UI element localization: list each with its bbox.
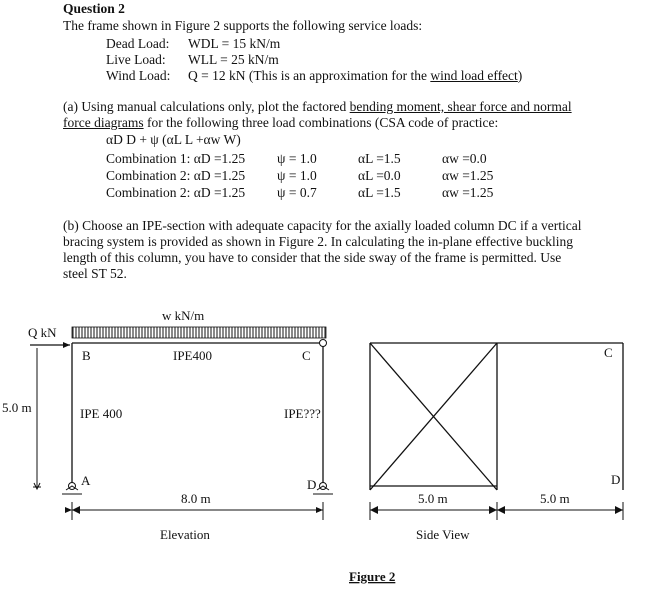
distributed-load-label: w kN/m (162, 308, 205, 323)
side-node-c-label: C (604, 345, 613, 360)
part-b-line3: length of this column, you have to consider that the side sway of the frame is permitted. Use (63, 250, 562, 265)
part-b-line4: steel ST 52. (63, 266, 127, 281)
combo-1-psi: ψ = 1.0 (277, 151, 317, 166)
combination-formula: αD D + ψ (αL L +αw W) (106, 132, 241, 147)
distributed-load-band (72, 327, 326, 338)
combo-1-alpha-w: αw =0.0 (442, 151, 487, 166)
part-a-line1-pre: (a) Using manual calculations only, plot the factored (63, 99, 350, 114)
combo-2-name: Combination 2: αD =1.25 (106, 168, 246, 183)
left-column-section-label: IPE 400 (80, 406, 123, 421)
side-node-d-label: D (611, 472, 621, 487)
wind-load-value-pre: Q = 12 kN (This is an approximation for the (188, 68, 431, 83)
side-span-1-label: 5.0 m (418, 491, 448, 506)
right-column-section-label: IPE??? (284, 406, 321, 421)
side-arrow-4 (615, 506, 623, 514)
part-a-line1-underlined: bending moment, shear force and normal (349, 99, 572, 114)
part-b-line1: (b) Choose an IPE-section with adequate capacity for the axially loaded column DC if a vertical (63, 218, 582, 233)
figure-caption: Figure 2 (349, 569, 396, 584)
node-c-label: C (302, 348, 311, 363)
combo-2-psi: ψ = 1.0 (277, 168, 317, 183)
span-label: 8.0 m (181, 491, 211, 506)
span-arrow-left (72, 506, 80, 514)
dead-load-value: WDL = 15 kN/m (188, 36, 281, 51)
side-span-2-label: 5.0 m (540, 491, 570, 506)
part-a-line2-underlined: force diagrams (63, 115, 144, 130)
live-load-label: Live Load: (106, 52, 166, 67)
live-load-value: WLL = 25 kN/m (188, 52, 279, 67)
side-view-caption: Side View (416, 527, 470, 542)
height-label: 5.0 m (2, 400, 32, 415)
combo-3-alpha-w: αw =1.25 (442, 185, 494, 200)
combo-2-alpha-l: αL =0.0 (358, 168, 401, 183)
part-a-line2-post: for the following three load combinations (CSA code of practice: (143, 115, 499, 130)
combo-3-psi: ψ = 0.7 (277, 185, 317, 200)
elevation-caption: Elevation (160, 527, 210, 542)
side-arrow-2 (489, 506, 497, 514)
combo-1-alpha-l: αL =1.5 (358, 151, 401, 166)
combo-3-name: Combination 2: αD =1.25 (106, 185, 246, 200)
node-a-label: A (81, 473, 91, 488)
combo-2-alpha-w: αw =1.25 (442, 168, 494, 183)
combo-1-name: Combination 1: αD =1.25 (106, 151, 246, 166)
node-d-label: D (307, 477, 317, 492)
wind-load-value-post: ) (517, 68, 523, 83)
side-arrow-1 (370, 506, 378, 514)
combo-3-alpha-l: αL =1.5 (358, 185, 401, 200)
wind-load-label: Wind Load: (106, 68, 171, 83)
side-arrow-3 (497, 506, 505, 514)
wind-load-link: wind load effect (430, 68, 518, 83)
point-load-label: Q kN (28, 325, 57, 340)
question-intro: The frame shown in Figure 2 supports the following service loads: (63, 18, 423, 33)
beam-section-label: IPE400 (173, 348, 212, 363)
node-b-label: B (82, 348, 91, 363)
part-b-line2: bracing system is provided as shown in Figure 2. In calculating the in-plane effective buckling (63, 234, 573, 249)
dead-load-label: Dead Load: (106, 36, 170, 51)
hinge-c (320, 340, 327, 347)
question-title: Question 2 (63, 1, 125, 16)
